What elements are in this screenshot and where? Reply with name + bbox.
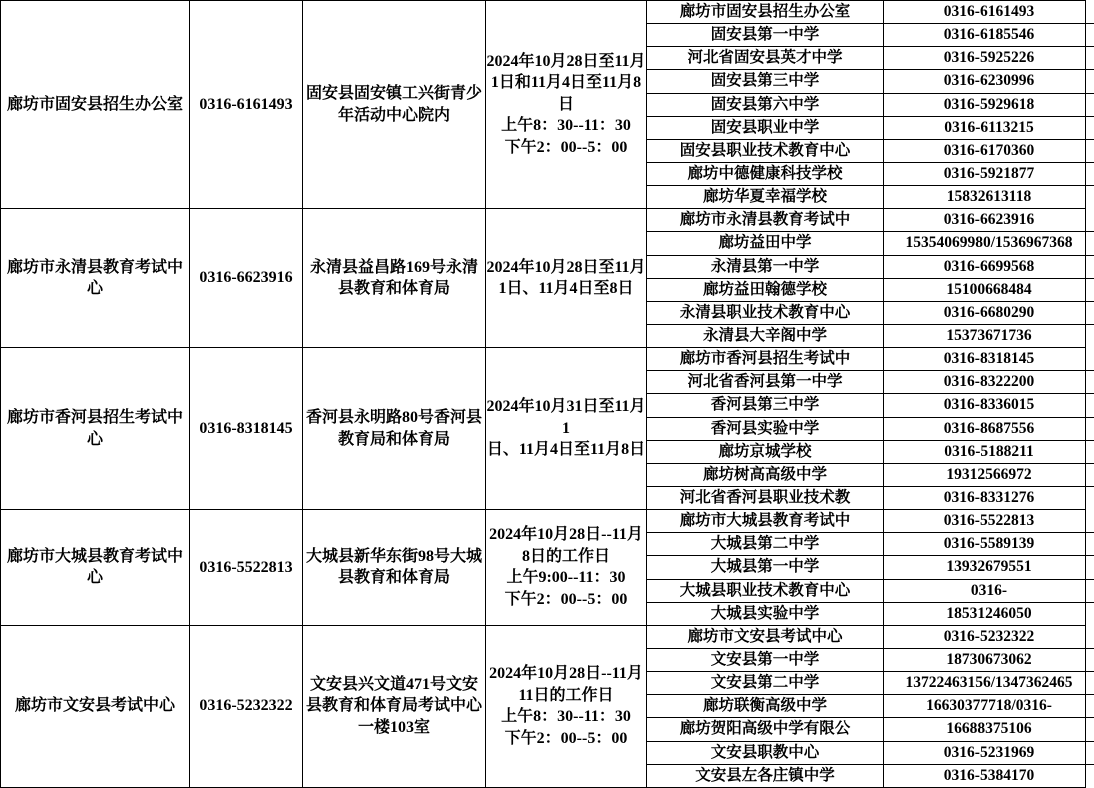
school-row	[647, 394, 1094, 417]
school-phone: 0316-5384170	[884, 764, 1094, 787]
school-row	[647, 417, 1094, 440]
table-row	[1, 348, 1086, 510]
school-row	[647, 463, 1094, 486]
school-row	[647, 533, 1094, 556]
school-name: 廊坊益田中学	[647, 232, 884, 255]
office-time-cell: 2024年10月28日--11月8日的工作日 上午9:00--11：30 下午2：00--5：00	[486, 510, 647, 626]
school-row	[647, 440, 1094, 463]
school-phone: 0316-5522813	[884, 510, 1094, 533]
school-phone: 0316-5925226	[884, 47, 1094, 70]
school-name: 大城县职业技术教育中心	[647, 579, 884, 602]
school-name: 廊坊联衡高级中学	[647, 695, 884, 718]
school-row	[647, 70, 1094, 93]
school-name: 廊坊市香河县招生考试中	[647, 348, 884, 371]
office-name-cell: 廊坊市永清县教育考试中心	[1, 209, 190, 348]
school-row	[647, 371, 1094, 394]
school-list-cell	[647, 510, 1086, 626]
school-name: 固安县职业技术教育中心	[647, 139, 884, 162]
school-phone: 0316-6113215	[884, 116, 1094, 139]
office-address-cell: 文安县兴文道471号文安县教育和体育局考试中心一楼103室	[303, 625, 486, 787]
school-phone: 18730673062	[884, 648, 1094, 671]
school-name: 文安县第二中学	[647, 672, 884, 695]
school-list-table	[647, 626, 1094, 787]
school-name: 廊坊中德健康科技学校	[647, 162, 884, 185]
school-row	[647, 626, 1094, 649]
office-name-cell: 廊坊市文安县考试中心	[1, 625, 190, 787]
office-address-cell: 香河县永明路80号香河县教育局和体育局	[303, 348, 486, 510]
school-list-table	[647, 348, 1094, 509]
school-row	[647, 255, 1094, 278]
school-list-table	[647, 1, 1094, 208]
school-name: 廊坊京城学校	[647, 440, 884, 463]
school-name: 香河县实验中学	[647, 417, 884, 440]
school-row	[647, 209, 1094, 232]
school-row	[647, 718, 1094, 741]
school-name: 固安县职业中学	[647, 116, 884, 139]
school-phone: 0316-8336015	[884, 394, 1094, 417]
school-name: 固安县第六中学	[647, 93, 884, 116]
school-name: 廊坊贺阳高级中学有限公	[647, 718, 884, 741]
school-phone: 0316-5188211	[884, 440, 1094, 463]
school-row	[647, 348, 1094, 371]
office-phone-cell: 0316-8318145	[190, 348, 303, 510]
school-name: 大城县第二中学	[647, 533, 884, 556]
school-row	[647, 695, 1094, 718]
office-name-cell: 廊坊市大城县教育考试中心	[1, 510, 190, 626]
school-name: 文安县第一中学	[647, 648, 884, 671]
school-row	[647, 510, 1094, 533]
school-row	[647, 324, 1094, 347]
school-phone: 0316-6170360	[884, 139, 1094, 162]
table-row	[1, 625, 1086, 787]
school-name: 河北省香河县第一中学	[647, 371, 884, 394]
school-name: 廊坊市大城县教育考试中	[647, 510, 884, 533]
school-row	[647, 602, 1094, 625]
office-phone-cell: 0316-5232322	[190, 625, 303, 787]
table-body	[1, 1, 1086, 788]
school-phone: 19312566972	[884, 463, 1094, 486]
school-list-cell	[647, 625, 1086, 787]
school-row	[647, 556, 1094, 579]
office-address-cell: 固安县固安镇工兴街青少年活动中心院内	[303, 1, 486, 209]
school-phone: 13722463156/1347362465	[884, 672, 1094, 695]
school-list-table	[647, 510, 1094, 625]
school-phone: 0316-8322200	[884, 371, 1094, 394]
table-row	[1, 1, 1086, 209]
school-row	[647, 486, 1094, 509]
school-name: 河北省固安县英才中学	[647, 47, 884, 70]
school-phone: 15832613118	[884, 186, 1094, 209]
office-phone-cell: 0316-6623916	[190, 209, 303, 348]
school-name: 廊坊市文安县考试中心	[647, 626, 884, 649]
school-name: 河北省香河县职业技术教	[647, 486, 884, 509]
school-phone: 0316-8331276	[884, 486, 1094, 509]
school-phone: 16630377718/0316-	[884, 695, 1094, 718]
office-phone-cell: 0316-6161493	[190, 1, 303, 209]
school-name: 香河县第三中学	[647, 394, 884, 417]
school-phone: 0316-5589139	[884, 533, 1094, 556]
table-row	[1, 510, 1086, 626]
school-phone: 0316-8318145	[884, 348, 1094, 371]
school-name: 大城县实验中学	[647, 602, 884, 625]
school-phone: 15354069980/1536967368	[884, 232, 1094, 255]
school-row	[647, 24, 1094, 47]
school-name: 文安县职教中心	[647, 741, 884, 764]
school-phone: 0316-5929618	[884, 93, 1094, 116]
school-name: 永清县大辛阁中学	[647, 324, 884, 347]
school-phone: 0316-6161493	[884, 1, 1094, 24]
school-phone: 0316-5921877	[884, 162, 1094, 185]
school-row	[647, 162, 1094, 185]
office-name-cell: 廊坊市固安县招生办公室	[1, 1, 190, 209]
school-phone: 18531246050	[884, 602, 1094, 625]
office-time-cell: 2024年10月28日--11月11日的工作日 上午8：30--11：30 下午2：00--5：00	[486, 625, 647, 787]
office-name-cell: 廊坊市香河县招生考试中心	[1, 348, 190, 510]
school-name: 永清县第一中学	[647, 255, 884, 278]
school-row	[647, 93, 1094, 116]
school-phone: 0316-5232322	[884, 626, 1094, 649]
school-phone: 0316-8687556	[884, 417, 1094, 440]
school-row	[647, 116, 1094, 139]
school-row	[647, 278, 1094, 301]
school-name: 固安县第一中学	[647, 24, 884, 47]
school-phone: 0316-6623916	[884, 209, 1094, 232]
school-row	[647, 1, 1094, 24]
school-row	[647, 186, 1094, 209]
school-row	[647, 672, 1094, 695]
office-time-cell: 2024年10月28日至11月1日和11月4日至11月8日 上午8：30--11：30 下午2：00--5：00	[486, 1, 647, 209]
school-phone: 0316-	[884, 579, 1094, 602]
school-phone: 13932679551	[884, 556, 1094, 579]
school-phone: 0316-6230996	[884, 70, 1094, 93]
school-name: 廊坊市固安县招生办公室	[647, 1, 884, 24]
school-phone: 0316-6185546	[884, 24, 1094, 47]
school-name: 廊坊益田翰德学校	[647, 278, 884, 301]
school-row	[647, 139, 1094, 162]
office-phone-cell: 0316-5522813	[190, 510, 303, 626]
office-time-cell: 2024年10月28日至11月1日、11月4日至8日	[486, 209, 647, 348]
school-phone: 0316-5231969	[884, 741, 1094, 764]
school-row	[647, 764, 1094, 787]
school-row	[647, 232, 1094, 255]
school-list-table	[647, 209, 1094, 347]
table-row	[1, 209, 1086, 348]
school-phone: 0316-6699568	[884, 255, 1094, 278]
school-row	[647, 301, 1094, 324]
school-name: 廊坊树高高级中学	[647, 463, 884, 486]
school-row	[647, 648, 1094, 671]
office-address-cell: 大城县新华东街98号大城县教育和体育局	[303, 510, 486, 626]
school-phone: 15373671736	[884, 324, 1094, 347]
school-row	[647, 741, 1094, 764]
school-name: 廊坊市永清县教育考试中	[647, 209, 884, 232]
school-name: 永清县职业技术教育中心	[647, 301, 884, 324]
office-address-cell: 永清县益昌路169号永清县教育和体育局	[303, 209, 486, 348]
school-phone: 15100668484	[884, 278, 1094, 301]
school-list-cell	[647, 209, 1086, 348]
school-list-cell	[647, 348, 1086, 510]
school-phone: 16688375106	[884, 718, 1094, 741]
school-name: 大城县第一中学	[647, 556, 884, 579]
school-phone: 0316-6680290	[884, 301, 1094, 324]
school-list-cell	[647, 1, 1086, 209]
school-name: 廊坊华夏幸福学校	[647, 186, 884, 209]
school-name: 固安县第三中学	[647, 70, 884, 93]
office-time-cell: 2024年10月31日至11月1 日、11月4日至11月8日	[486, 348, 647, 510]
school-name: 文安县左各庄镇中学	[647, 764, 884, 787]
school-row	[647, 47, 1094, 70]
school-row	[647, 579, 1094, 602]
